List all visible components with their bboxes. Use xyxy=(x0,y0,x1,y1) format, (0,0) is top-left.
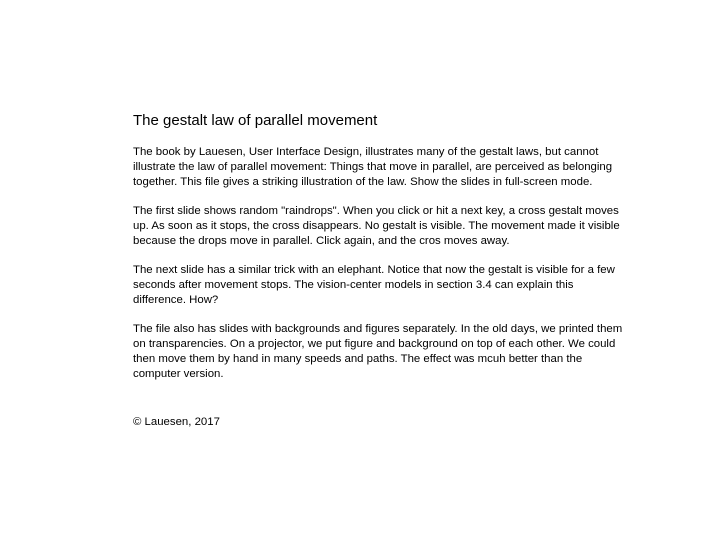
paragraph-transparencies: The file also has slides with backgrounds and figures separately. In the old days, we printed them on transparencies. On a projector, we put figure and background on top of each other. We could then move them by hand in many speeds and paths. The effect was mcuh better than the computer version. xyxy=(133,323,623,380)
copyright-credit: © Lauesen, 2017 xyxy=(133,416,220,428)
slide-body xyxy=(133,145,629,444)
paragraph-raindrops: The first slide shows random "raindrops". When you click or hit a next key, a cross gestalt moves up. As soon as it stops, the cross disappears. No gestalt is visible. The movement made it visible because the drops move in parallel. Click again, and the cros moves away. xyxy=(133,205,620,247)
paragraph-elephant: The next slide has a similar trick with an elephant. Notice that now the gestalt is visible for a few seconds after movement stops. The vision-center models in section 3.4 can explain this difference. How? xyxy=(133,264,615,306)
paragraph-intro: The book by Lauesen, User Interface Design, illustrates many of the gestalt laws, but cannot illustrate the law of parallel movement: Things that move in parallel, are perceived as belonging together. This file gives a striking illustration of the law. Show the slides in full-screen mode. xyxy=(133,146,613,188)
slide-title: The gestalt law of parallel movement xyxy=(133,112,378,129)
